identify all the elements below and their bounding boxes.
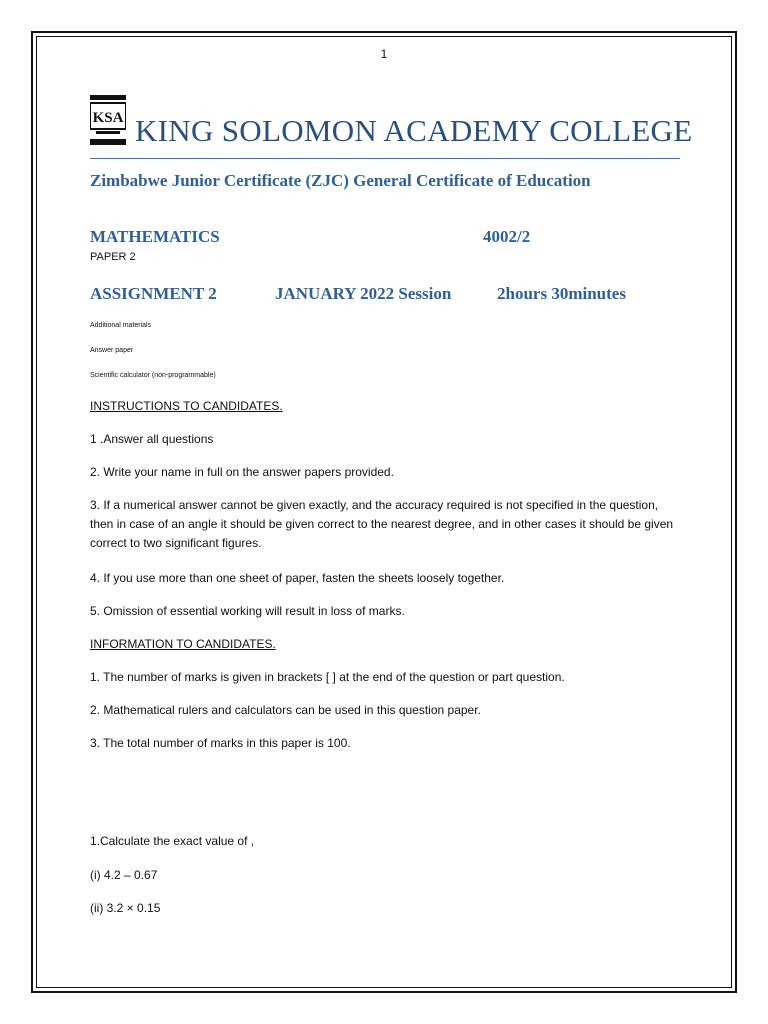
information-item: 1. The number of marks is given in brackets [ ] at the end of the question or part question. — [90, 670, 565, 684]
session-label: JANUARY 2022 Session — [275, 284, 452, 303]
question-part: (ii) 3.2 × 0.15 — [90, 901, 161, 915]
logo-lettering: KSA — [92, 110, 124, 126]
subject-code: 4002/2 — [483, 227, 531, 246]
materials-item: Scientific calculator (non-programmable) — [90, 372, 216, 379]
certificate-title: Zimbabwe Junior Certificate (ZJC) General Certificate of Education — [90, 171, 591, 190]
question-prompt: 1.Calculate the exact value of , — [90, 834, 255, 848]
instruction-item: 2. Write your name in full on the answer papers provided. — [90, 465, 394, 479]
instruction-item: 5. Omission of essential working will result in loss of marks. — [90, 604, 405, 618]
information-heading: INFORMATION TO CANDIDATES. — [90, 637, 276, 651]
header-divider — [90, 158, 680, 159]
question-part: (i) 4.2 – 0.67 — [90, 868, 158, 882]
instructions-heading: INSTRUCTIONS TO CANDIDATES. — [90, 399, 283, 413]
assignment-label: ASSIGNMENT 2 — [90, 284, 217, 303]
page-number: 1 — [380, 47, 388, 61]
instruction-item: 3. If a numerical answer cannot be given exactly, and the accuracy required is not specified in the question, then in case of an angle it should be given correct to the nearest degree, and in other cases it should be given correct to two significant figures. — [90, 498, 674, 550]
materials-item: Answer paper — [90, 347, 134, 354]
subject-title: MATHEMATICS — [90, 227, 220, 246]
materials-heading: Additional materials — [90, 322, 152, 329]
information-item: 2. Mathematical rulers and calculators can be used in this question paper. — [90, 703, 481, 717]
instruction-item: 4. If you use more than one sheet of paper, fasten the sheets loosely together. — [90, 571, 505, 585]
college-name: KING SOLOMON ACADEMY COLLEGE — [135, 113, 693, 148]
information-item: 3. The total number of marks in this paper is 100. — [90, 736, 351, 750]
instruction-item: 1 .Answer all questions — [90, 432, 214, 446]
college-logo — [90, 95, 126, 145]
paper-label: PAPER 2 — [90, 251, 136, 263]
duration-label: 2hours 30minutes — [497, 284, 626, 303]
